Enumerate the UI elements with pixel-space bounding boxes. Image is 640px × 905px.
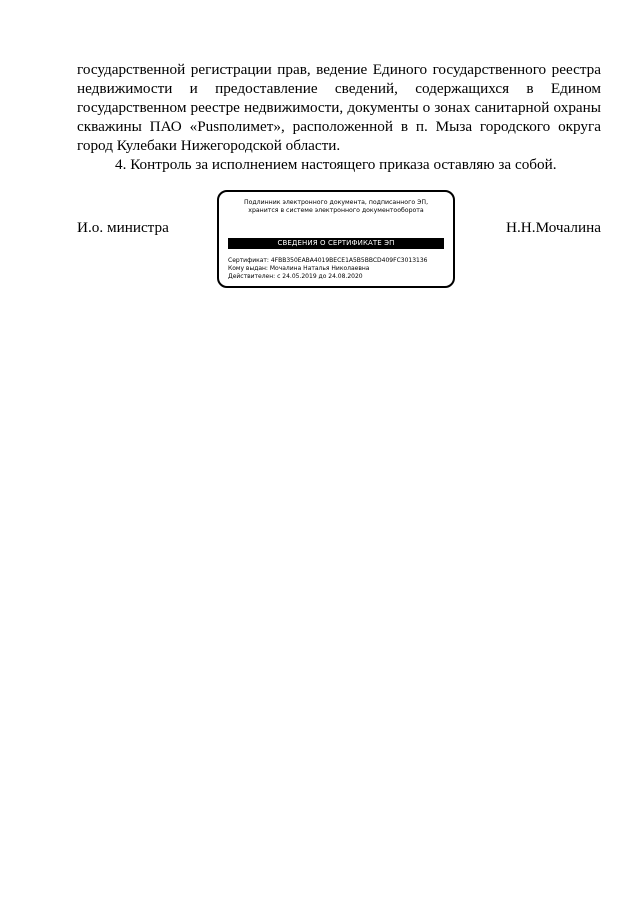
stamp-issued-to: Кому выдан: Мочалина Наталья Николаевна — [228, 265, 370, 272]
signer-name: Н.Н.Мочалина — [506, 219, 601, 236]
stamp-header-line-2: хранится в системе электронного документооборота — [248, 207, 424, 214]
document-body — [77, 60, 601, 174]
stamp-header — [219, 199, 453, 215]
signature-block — [77, 190, 601, 294]
signer-title: И.о. министра — [77, 219, 169, 236]
stamp-certificate-title: СВЕДЕНИЯ О СЕРТИФИКАТЕ ЭП — [228, 238, 444, 249]
paragraph-continuation: государственной регистрации прав, ведение Единого государственного реестра недвижимости и предоставление сведений, содержащихся в Едином государственном реестре недвижимости, документы о зонах санитарной охраны скважины ПАО «Рusполимет», расположенной в п. Мыза городского округа город Кулебаки Нижегородской области. — [77, 61, 601, 154]
stamp-validity: Действителен: с 24.05.2019 до 24.08.2020 — [228, 273, 363, 280]
paragraph-4: 4. Контроль за исполнением настоящего приказа оставляю за собой. — [115, 156, 557, 173]
electronic-signature-stamp — [217, 190, 455, 288]
stamp-certificate-details — [228, 257, 428, 281]
stamp-header-line-1: Подлинник электронного документа, подписанного ЭП, — [243, 199, 429, 206]
stamp-certificate-number: Сертификат: 4FBB350EABA4019BECE1A5B5BBCD409FC3013136 — [228, 257, 428, 264]
